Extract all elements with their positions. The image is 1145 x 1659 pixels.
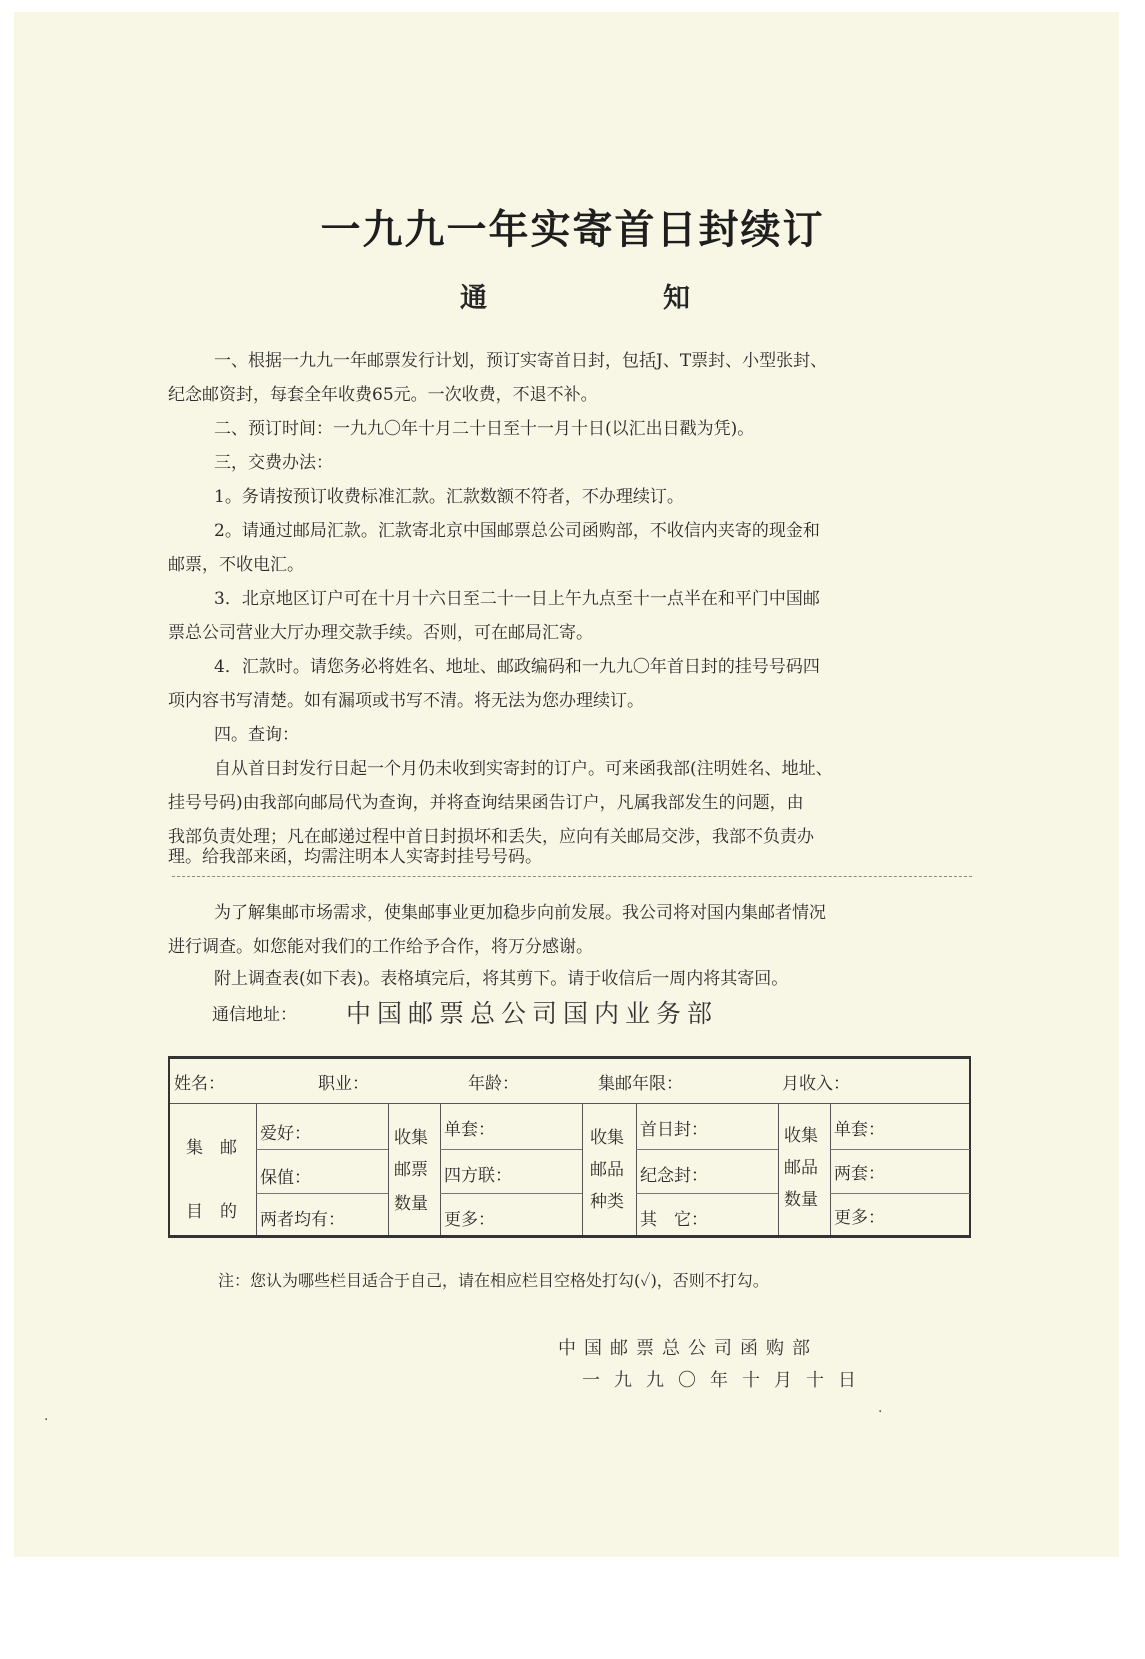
para-line: 3．北京地区订户可在十月十六日至二十一日上午九点至十一点半在和平门中国邮 — [214, 589, 820, 609]
para-line: 项内容书写清楚。如有漏项或书写不清。将无法为您办理续订。 — [168, 691, 644, 711]
para-line: 纪念邮资封，每套全年收费65元。一次收费，不退不补。 — [168, 385, 598, 405]
para-line: 票总公司营业大厅办理交款手续。否则，可在邮局汇寄。 — [168, 623, 593, 643]
subtitle-char-1: 通 — [460, 283, 487, 314]
document-title: 一九九一年实寄首日封续订 — [320, 206, 825, 253]
item-qty-label: 邮品 — [784, 1158, 818, 1178]
para-line: 2。请通过邮局汇款。汇款寄北京中国邮票总公司函购部，不收信内夹寄的现金和 — [214, 521, 820, 541]
survey-intro-line: 进行调查。如您能对我们的工作给予合作，将万分感谢。 — [168, 937, 593, 957]
grid-line — [636, 1193, 778, 1194]
grid-line — [440, 1103, 441, 1235]
grid-line — [256, 1149, 388, 1150]
signature-date: 一九九〇年十月十日 — [582, 1370, 870, 1391]
subtitle-char-2: 知 — [663, 283, 690, 314]
cut-line — [172, 876, 972, 877]
para-line: 4．汇款时。请您务必将姓名、地址、邮政编码和一九九〇年首日封的挂号号码四 — [214, 657, 820, 677]
paper-speck: · — [878, 1404, 883, 1420]
para-line: 挂号号码)由我部向邮局代为查询，并将查询结果函告订户，凡属我部发生的问题，由 — [168, 793, 804, 813]
para-line: 一、根据一九九一年邮票发行计划，预订实寄首日封，包括J、T票封、小型张封、 — [214, 351, 828, 371]
para-line: 三，交费办法： — [214, 453, 333, 473]
grid-line — [830, 1103, 831, 1235]
grid-line — [256, 1103, 257, 1235]
para-line: 邮票，不收电汇。 — [168, 555, 304, 575]
item-type-fdc[interactable]: 首日封： — [640, 1120, 708, 1140]
grid-line — [256, 1193, 388, 1194]
collecting-years-field[interactable]: 集邮年限： — [598, 1074, 683, 1094]
survey-note: 注：您认为哪些栏目适合于自己，请在相应栏目空格处打勾(✓)，否则不打勾。 — [218, 1271, 769, 1290]
item-type-commemorative[interactable]: 纪念封： — [640, 1166, 708, 1186]
document-subtitle — [460, 276, 690, 315]
purpose-label-top: 集 邮 — [186, 1138, 237, 1158]
signature-org: 中国邮票总公司函购部 — [558, 1338, 818, 1359]
para-line: 1。务请按预订收费标准汇款。汇款数额不符者，不办理续订。 — [214, 487, 684, 507]
para-line: 二、预订时间：一九九〇年十月二十日至十一月十日(以汇出日戳为凭)。 — [214, 419, 755, 439]
grid-line — [440, 1149, 582, 1150]
stamp-qty-single[interactable]: 单套： — [444, 1120, 495, 1140]
address-label: 通信地址： — [212, 1005, 297, 1025]
item-type-label: 邮品 — [590, 1160, 624, 1180]
name-field[interactable]: 姓名： — [174, 1074, 225, 1094]
purpose-option-hobby[interactable]: 爱好： — [260, 1124, 311, 1144]
grid-line — [636, 1103, 637, 1235]
item-type-label: 种类 — [590, 1192, 624, 1212]
para-line: 理。给我部来函，均需注明本人实寄封挂号号码。 — [168, 847, 542, 867]
paper-speck: · — [44, 1412, 49, 1428]
item-qty-single[interactable]: 单套： — [834, 1120, 885, 1140]
grid-line — [778, 1103, 779, 1235]
item-qty-label: 数量 — [784, 1190, 818, 1210]
monthly-income-field[interactable]: 月收入： — [782, 1074, 850, 1094]
survey-header-row — [170, 1059, 969, 1104]
stamp-qty-block[interactable]: 四方联： — [444, 1166, 512, 1186]
age-field[interactable]: 年龄： — [468, 1074, 519, 1094]
grid-line — [830, 1193, 970, 1194]
item-qty-more[interactable]: 更多： — [834, 1208, 885, 1228]
stamp-qty-label: 邮票 — [394, 1160, 428, 1180]
survey-form — [168, 1056, 971, 1238]
grid-line — [388, 1103, 389, 1235]
purpose-label-bottom: 目 的 — [186, 1202, 237, 1222]
occupation-field[interactable]: 职业： — [318, 1074, 369, 1094]
para-line: 自从首日封发行日起一个月仍未收到实寄封的订户。可来函我部(注明姓名、地址、 — [214, 759, 833, 779]
purpose-option-value[interactable]: 保值： — [260, 1168, 311, 1188]
stamp-qty-label: 收集 — [394, 1128, 428, 1148]
stamp-qty-more[interactable]: 更多： — [444, 1210, 495, 1230]
stamp-qty-label: 数量 — [394, 1194, 428, 1214]
grid-line — [582, 1103, 583, 1235]
item-qty-double[interactable]: 两套： — [834, 1164, 885, 1184]
grid-line — [636, 1149, 778, 1150]
para-line: 我部负责处理；凡在邮递过程中首日封损坏和丢失，应向有关邮局交涉，我部不负责办 — [168, 827, 814, 847]
address-value: 中国邮票总公司国内业务部 — [346, 999, 719, 1028]
item-type-other[interactable]: 其 它： — [640, 1210, 708, 1230]
grid-line — [440, 1193, 582, 1194]
survey-intro-line: 附上调查表(如下表)。表格填完后，将其剪下。请于收信后一周内将其寄回。 — [214, 969, 789, 989]
item-qty-label: 收集 — [784, 1126, 818, 1146]
survey-intro-line: 为了解集邮市场需求，使集邮事业更加稳步向前发展。我公司将对国内集邮者情况 — [214, 903, 826, 923]
grid-line — [830, 1149, 970, 1150]
para-line: 四。查询： — [214, 725, 299, 745]
item-type-label: 收集 — [590, 1128, 624, 1148]
purpose-option-both[interactable]: 两者均有： — [260, 1210, 345, 1230]
